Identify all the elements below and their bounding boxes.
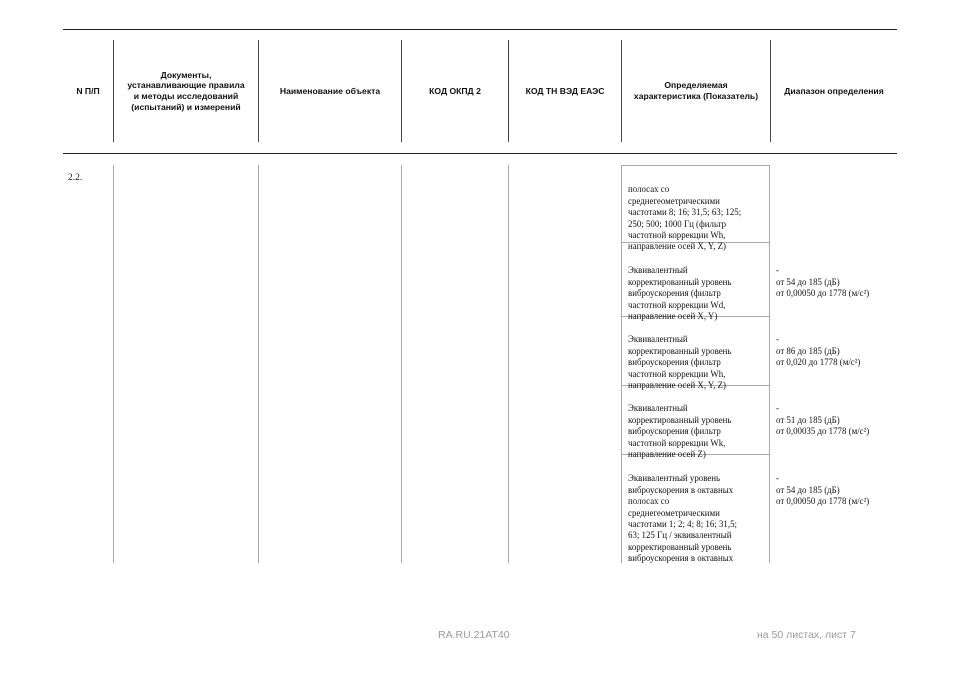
header-col-object-name: Наименование объекта xyxy=(279,85,381,96)
range-text: - от 51 до 185 (дБ) от 0,00035 до 1778 (м/с²) xyxy=(776,403,870,437)
range-text: - от 54 до 185 (дБ) от 0,00050 до 1778 (м/с²) xyxy=(776,473,870,507)
header-col-okpd2: КОД ОКПД 2 xyxy=(429,85,481,96)
range-text: - от 86 до 185 (дБ) от 0,020 до 1778 (м/с²) xyxy=(776,334,861,368)
characteristic-cell xyxy=(621,165,770,252)
header-col-number: N П/П xyxy=(76,85,100,96)
header-bottom-rule xyxy=(63,153,897,154)
characteristic-text: Эквивалентный уровень виброускорения в октавных полосах со среднегеометрическими частотами 1; 2; 4; 8; 16; 31,5; 63; 125 Гц / эквивалентный корректированный уровень виброускорения в октавных xyxy=(628,473,737,564)
range-cell xyxy=(770,243,900,300)
characteristic-cell xyxy=(621,317,770,390)
characteristic-cell xyxy=(621,386,770,459)
header-col-tnved: КОД ТН ВЭД ЕАЭС xyxy=(525,85,605,96)
characteristic-cell xyxy=(621,455,770,563)
range-cell xyxy=(770,455,900,508)
body-separator xyxy=(113,165,114,563)
header-col-range: Диапазон определения xyxy=(784,85,884,96)
body-separator xyxy=(508,165,509,563)
body-separator xyxy=(401,165,402,563)
characteristic-text: полосах со среднегеометрическими частотами 8; 16; 31,5; 63; 125; 250; 500; 1000 Гц (фильтр частотной коррекции Wh, направление осей X, Y, Z) xyxy=(628,184,742,252)
range-cell xyxy=(770,386,900,438)
range-cell xyxy=(770,317,900,369)
body-separator xyxy=(258,165,259,563)
header-col-documents: Документы, устанавливающие правила и методы исследований (испытаний) и измерений xyxy=(127,69,245,112)
characteristic-text: Эквивалентный корректированный уровень виброускорения (фильтр частотной коррекции Wk, направление осей Z) xyxy=(628,403,732,459)
characteristic-cell xyxy=(621,243,770,321)
characteristic-text: Эквивалентный корректированный уровень виброускорения (фильтр частотной коррекции Wh, направление осей X, Y, Z) xyxy=(628,334,732,390)
header-top-rule xyxy=(63,29,897,30)
header-col-characteristic: Определяемая характеристика (Показатель) xyxy=(633,80,759,101)
row-number: 2.2. xyxy=(68,173,83,183)
characteristic-text: Эквивалентный корректированный уровень виброускорения (фильтр частотной коррекции Wd, направление осей X, Y) xyxy=(628,265,732,321)
range-text: - от 54 до 185 (дБ) от 0,00050 до 1778 (м/с²) xyxy=(776,265,870,299)
footer-doc-code: RA.RU.21AT40 xyxy=(438,629,510,641)
footer-page-info: на 50 листах, лист 7 xyxy=(757,629,856,641)
